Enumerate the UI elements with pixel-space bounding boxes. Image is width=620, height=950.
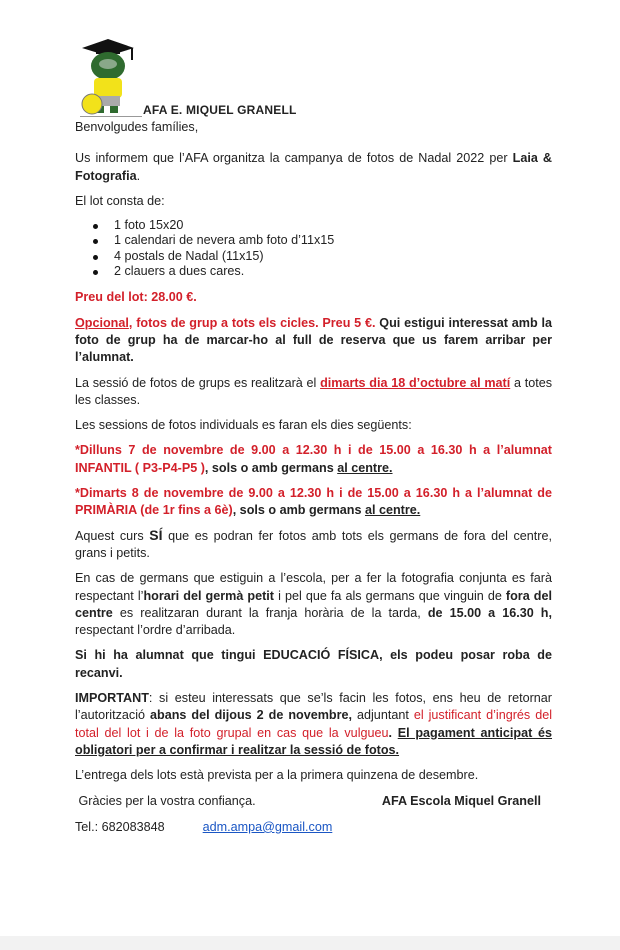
text: a totes les classes. xyxy=(75,375,552,407)
text: al centre. xyxy=(337,460,393,475)
greeting: Benvolgudes famílies, xyxy=(75,120,199,134)
text: adjuntant xyxy=(352,708,414,723)
text: SÍ xyxy=(149,526,163,543)
list-item: 2 clauers a dues cares. xyxy=(93,264,552,279)
text: IMPORTANT xyxy=(75,691,149,706)
intro-text: Us informem que l’AFA organitza la campanya de fotos de Nadal 2022 per xyxy=(75,151,513,166)
optional-price: , fotos de grup a tots els cicles. Preu 5 €. xyxy=(128,315,376,330)
text: : si esteu interessats que se’ls facin les fotos, ens heu de retornar l’autorització xyxy=(75,691,552,723)
delivery-note: L’entrega dels lots està prevista per a la primera quinzena de desembre. xyxy=(75,768,479,783)
text: de 15.00 a 16.30 h, xyxy=(427,605,552,620)
text: , sols o amb germans xyxy=(232,503,365,518)
text: El pagament anticipat és obligatori per a confirmar i realitzar la sessió de fotos. xyxy=(75,725,553,757)
email-link[interactable]: adm.ampa@gmail.com xyxy=(202,819,333,834)
text: i pel que fa als germans que vinguin de xyxy=(274,588,506,603)
text: abans del dijous 2 de novembre, xyxy=(150,708,353,723)
siblings-paragraph xyxy=(75,570,552,639)
text: respectant l’ordre d’arribada. xyxy=(75,623,236,638)
pe-note: Si hi ha alumnat que tingui EDUCACIÓ FÍSICA, els podeu posar roba de recanvi. xyxy=(75,648,552,680)
closing-row xyxy=(75,793,552,810)
optional-label: Opcional xyxy=(75,315,129,330)
text: es realitzaran durant la franja horària de la tarda, xyxy=(112,605,428,620)
day2-schedule: *Dimarts 8 de novembre de 9.00 a 12.30 h i de 15.00 a 16.30 h a l’alumnat de PRIMÀRIA (de 1r fins a 6è) xyxy=(75,486,552,518)
text: , sols o amb germans xyxy=(204,460,338,475)
text: fora del centre xyxy=(75,588,552,620)
intro-end: . xyxy=(136,168,141,183)
phone: Tel.: 682083848 xyxy=(75,819,165,834)
text: En cas de germans que estiguin a l’escola, per a fer la fotografia conjunta es farà respectant l’ xyxy=(75,571,552,603)
group-session-paragraph xyxy=(75,375,552,410)
day1-paragraph xyxy=(75,442,552,477)
text: . xyxy=(388,725,398,740)
lot-title: El lot consta de: xyxy=(75,193,165,208)
optional-paragraph xyxy=(75,315,552,367)
bottom-strip xyxy=(0,936,620,950)
lot-items xyxy=(93,218,552,279)
intro-paragraph xyxy=(75,150,552,185)
contact xyxy=(75,819,552,836)
individual-intro: Les sessions de fotos individuals es faran els dies següents: xyxy=(75,418,412,433)
text: el justificant d’ingrés del total del lot i de la foto grupal en cas que la vulgueu xyxy=(75,708,553,740)
group-session-date: dimarts dia 18 d’octubre al matí xyxy=(320,375,511,390)
text: La sessió de fotos de grups es realitzarà el xyxy=(75,375,321,390)
siblings-outside-paragraph xyxy=(75,528,552,563)
letter-body xyxy=(75,119,552,845)
day1-schedule: *Dilluns 7 de novembre de 9.00 a 12.30 h i de 15.00 a 16.30 h a l’alumnat INFANTIL ( P3-P4-P5 ) xyxy=(75,443,552,475)
list-item: 1 calendari de nevera amb foto d’11x15 xyxy=(93,233,552,248)
list-item: 1 foto 15x20 xyxy=(93,218,552,233)
text: horari del germà petit xyxy=(143,588,274,603)
day2-paragraph xyxy=(75,485,552,520)
text: que es podran fer fotos amb tots els germans de fora del centre, grans i petits. xyxy=(75,528,552,560)
lot-price: Preu del lot: 28.00 €. xyxy=(75,290,197,305)
org-name: AFA E. MIQUEL GRANELL xyxy=(143,103,297,117)
header-rule xyxy=(80,116,142,117)
thanks: Gràcies per la vostra confiança. xyxy=(75,793,256,808)
afa-mascot-logo xyxy=(78,36,142,116)
text: Aquest curs xyxy=(75,528,150,543)
optional-text: Qui estigui interessat amb la foto de grup ha de marcar-ho al full de reserva que us farem arribar per l’alumnat. xyxy=(75,315,552,365)
list-item: 4 postals de Nadal (11x15) xyxy=(93,249,552,264)
company-name: Laia & Fotografia xyxy=(75,151,553,183)
important-paragraph xyxy=(75,690,552,759)
text: al centre. xyxy=(364,503,421,518)
signature: AFA Escola Miquel Granell xyxy=(381,793,541,808)
